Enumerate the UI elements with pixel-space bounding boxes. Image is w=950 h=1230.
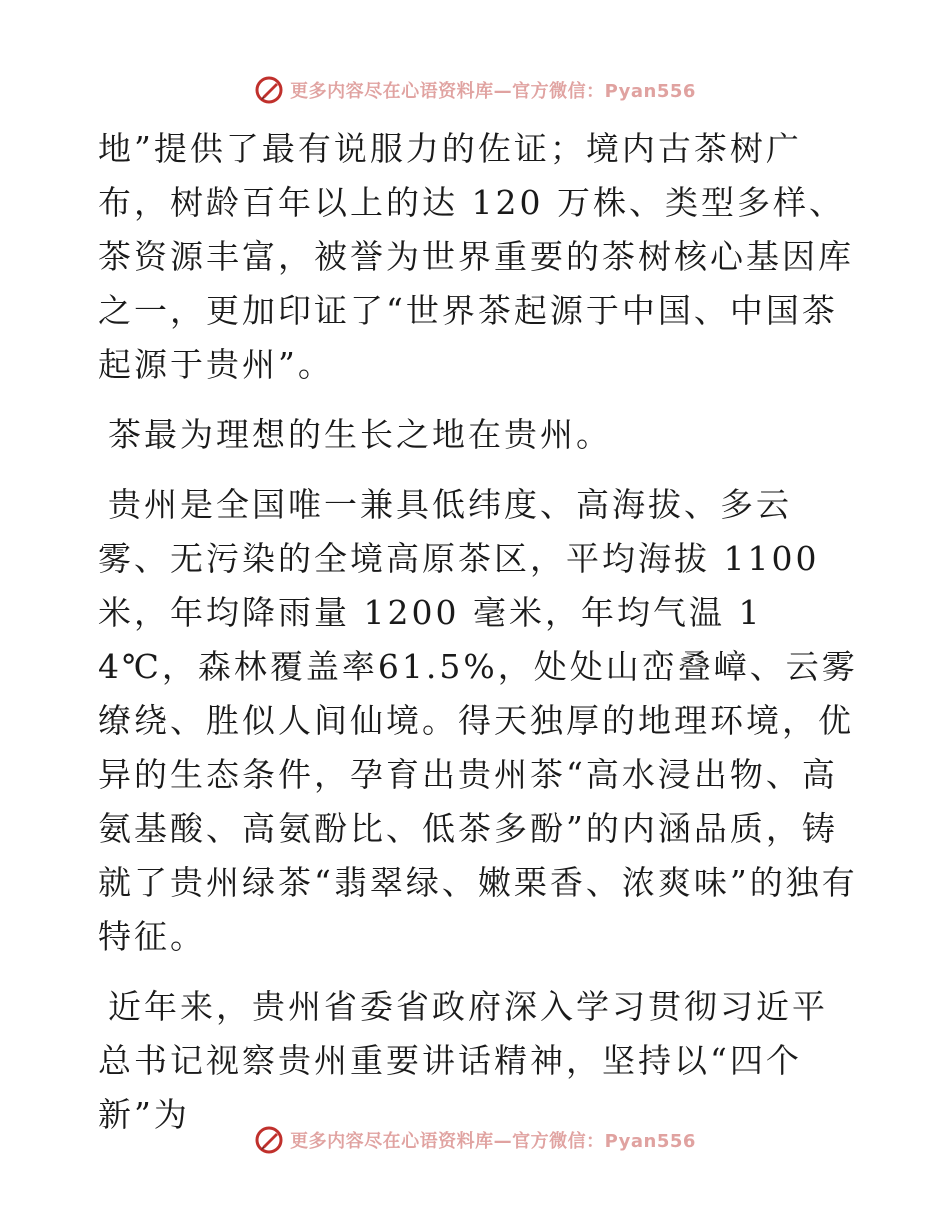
paragraph-continued-origin: 地”提供了最有说服力的佐证；境内古茶树广布，树龄百年以上的达 120 万株、类型多样、茶资源丰富，被誉为世界重要的茶树核心基因库之一，更加印证了“世界茶起源于中国、中国茶起源于贵州”。 xyxy=(98,129,854,384)
paragraph-ideal-growth: 茶最为理想的生长之地在贵州。 xyxy=(108,415,612,454)
paragraph-recent-years: 近年来，贵州省委省政府深入学习贯彻习近平总书记视察贵州重要讲话精神，坚持以“四个新”为 xyxy=(98,987,828,1134)
paragraph-guizhou-environment: 贵州是全国唯一兼具低纬度、高海拔、多云雾、无污染的全境高原茶区，平均海拔 1100 米，年均降雨量 1200 毫米，年均气温 14℃，森林覆盖率61.5%，处处山峦叠嶂、云雾缭绕、胜似人间仙境。得天独厚的地理环境，优异的生态条件，孕育出贵州茶“高水浸出物、高氨基酸、高氨酚比、低茶多酚”的内涵品质，铸就了贵州绿茶“翡翠绿、嫩栗香、浓爽味”的独有特征。 xyxy=(98,485,858,956)
header-watermark xyxy=(0,70,950,110)
footer-watermark-text: 更多内容尽在心语资料库—官方微信：Pyan556 xyxy=(290,1131,696,1152)
footer-watermark xyxy=(0,1120,950,1160)
document-body xyxy=(98,122,858,1158)
header-watermark-text: 更多内容尽在心语资料库—官方微信：Pyan556 xyxy=(290,81,696,102)
quill-pen-logo-icon xyxy=(254,75,284,105)
quill-pen-logo-icon xyxy=(254,1125,284,1155)
